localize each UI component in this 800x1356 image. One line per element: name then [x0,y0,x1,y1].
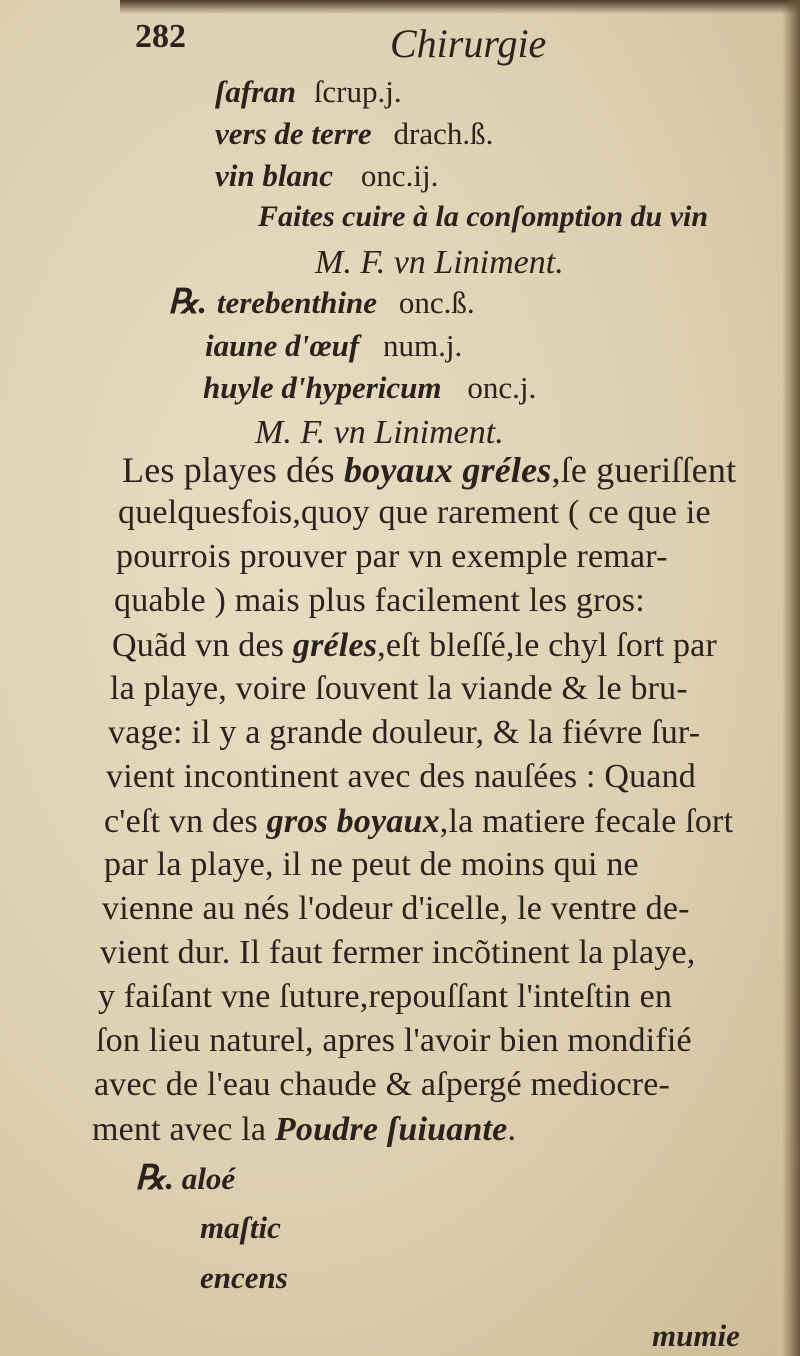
paragraph-line-15: avec de l'eau chaude & aſpergé mediocre- [94,1066,671,1103]
paragraph-line-8: vient incontinent avec des nauſées : Quand [106,758,696,795]
page-top-shadow [120,0,800,14]
page-number: 282 [135,18,186,55]
text-run: . [507,1111,517,1148]
paragraph-line-14: ſon lieu naturel, apres l'avoir bien mondifié [96,1022,692,1059]
paragraph-line-5 [112,628,717,663]
ingredient: encens [200,1260,288,1295]
recipe3-line-2 [200,1212,281,1243]
emphasis-run: Poudre ſuiuante [274,1111,508,1148]
recipe3-line-3 [200,1262,288,1293]
recipe2-line-1 [168,286,475,320]
recipe2-line-3 [203,372,536,404]
paragraph-line-16 [92,1112,516,1147]
ingredient: vers de terre [215,116,372,151]
ingredient: ſafran [215,74,296,109]
catchword [652,1320,740,1351]
ingredient: vin blanc [215,158,333,193]
paragraph-line-1 [122,452,736,489]
paragraph-line-12: vient dur. Il faut fermer incõtinent la playe, [100,934,696,971]
page-gutter-shadow [782,0,800,1356]
paragraph-line-4: quable ) mais plus facilement les gros: [114,582,645,619]
paragraph-line-10: par la playe, il ne peut de moins qui ne [104,846,639,883]
text-run: c'eſt vn des [104,803,267,840]
dose: onc.ij. [360,158,439,193]
recipe1-instruction: Faites cuire à la conſomption du vin [258,200,709,233]
text-run: Les playes dés [122,450,344,490]
ingredient: huyle d'hypericum [203,370,442,405]
paragraph-line-6: la playe, voire ſouvent la viande & le bru- [110,670,688,707]
recipe3-line-1 [135,1162,235,1196]
ingredient: iaune d'œuf [205,328,360,363]
ingredient: terebenthine [216,285,378,320]
emphasis-run: boyaux gréles [343,450,552,490]
recipe-symbol: ℞. [168,284,207,321]
dose: onc.j. [467,370,537,405]
paragraph-line-11: vienne au nés l'odeur d'icelle, le ventre de- [102,890,690,927]
recipe1-line-3 [215,160,438,192]
paragraph-line-7: vage: il y a grande douleur, & la fiévre ſur- [108,714,701,751]
dose: ſcrup.j. [313,74,402,109]
ingredient: aloé [181,1161,236,1196]
dose: num.j. [383,328,463,363]
text-run: ,eſt bleſſé,le chyl ſort par [377,627,717,664]
paragraph-line-9 [104,804,733,839]
paragraph-line-2: quelquesfois,quoy que rarement ( ce que ie [118,494,711,531]
dose: drach.ß. [393,116,494,151]
text-run: Quãd vn des [112,627,293,664]
catchword-text: mumie [652,1318,740,1353]
text-run: ,ſe gueriſſent [551,450,737,490]
paragraph-line-3: pourrois prouver par vn exemple remar- [116,538,668,575]
running-title: Chirurgie [390,21,547,66]
ingredient: maſtic [200,1210,281,1245]
recipe2-line-2 [205,330,462,362]
emphasis-run: gros boyaux [266,803,440,840]
recipe1-formula: M. F. vn Liniment. [315,244,564,281]
text-run: ment avec la [92,1111,275,1148]
recipe1-line-1 [215,76,402,108]
paragraph-line-13: y faiſant vne ſuture,repouſſant l'inteſtin en [98,978,673,1015]
emphasis-run: gréles [292,627,378,664]
text-run: ,la matiere fecale ſort [439,803,734,840]
dose: onc.ß. [398,285,475,320]
recipe2-formula: M. F. vn Liniment. [255,414,504,451]
recipe1-line-2 [215,118,493,150]
recipe-symbol: ℞. [135,1160,174,1197]
